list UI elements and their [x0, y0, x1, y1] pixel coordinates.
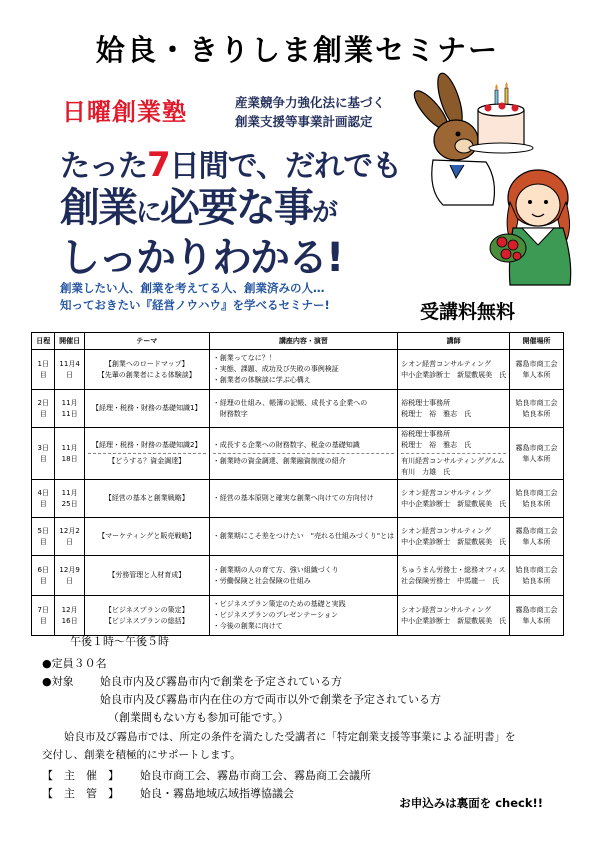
row-day: 5日目 — [32, 518, 55, 556]
fee-label: 受講料無料 — [420, 301, 516, 323]
row-lecturer: シオン経営コンサルティング 中小企業診断士 新屋敷展美 氏 — [398, 596, 510, 636]
row-theme: 【経営の基本と創業戦略】 — [84, 480, 209, 518]
host-text: 姶良市商工会、霧島市商工会、霧島商工会議所 — [140, 769, 371, 782]
table-row — [32, 518, 564, 556]
header-content: 講座内容・演習 — [209, 333, 397, 350]
row-venue: 霧島市商工会隼人本所 — [510, 596, 564, 636]
header-lecturer: 講師 — [398, 333, 510, 350]
headline-1: たった7日間で、だれでも — [60, 145, 402, 185]
law-line-2: 創業支援等事業計画認定 — [235, 114, 373, 129]
table-row — [32, 556, 564, 596]
table-row — [32, 390, 564, 428]
row-day: 1日目 — [32, 350, 55, 390]
row-date: 12月9日 — [55, 556, 84, 596]
row-theme: 【労務管理と人材育成】 — [84, 556, 209, 596]
law-line-1: 産業競争力強化法に基づく — [235, 95, 386, 110]
row-lecturer: 裕税理士事務所 税理士 裕 雅志 氏 — [398, 390, 510, 428]
table-row — [32, 596, 564, 636]
row-lecturer: シオン経営コンサルティング 中小企業診断士 新屋敷展美 氏 — [398, 518, 510, 556]
row-theme: 【マーケティングと販売戦略】 — [84, 518, 209, 556]
juku-title: 日曜創業塾 — [62, 98, 187, 126]
row-content: ・ビジネスプラン策定のための基礎と実践 ・ビジネスプランのプレゼンテーション ・今後の創業に向けて — [209, 596, 397, 636]
row-venue: 姶良市商工会姶良本所 — [510, 556, 564, 596]
target-line-3: （創業間もない方も参加可能です。） — [108, 711, 289, 724]
row-content: ・成長する企業への財務数字、税金の基礎知識 ・創業時の資金調達、創業融資制度の紹介 — [209, 428, 397, 480]
manage-label: 【 主 管 】 — [42, 787, 119, 800]
row-date: 11月25日 — [55, 480, 84, 518]
table-row — [32, 350, 564, 390]
schedule-table — [31, 332, 564, 636]
row-venue: 姶良市商工会姶良本所 — [510, 480, 564, 518]
row-day: 7日目 — [32, 596, 55, 636]
row-lecturer: シオン経営コンサルティング 中小企業診断士 新屋敷展美 氏 — [398, 480, 510, 518]
header-venue: 開催場所 — [510, 333, 564, 350]
row-date: 12月16日 — [55, 596, 84, 636]
row-content: ・創業期の人の育て方、強い組織づくり ・労働保険と社会保険の仕組み — [209, 556, 397, 596]
row-venue: 姶良市商工会姶良本所 — [510, 390, 564, 428]
row-day: 4日目 — [32, 480, 55, 518]
row-day: 2日目 — [32, 390, 55, 428]
row-date: 11月4日 — [55, 350, 84, 390]
header-day: 日程 — [32, 333, 55, 350]
capacity-text: ●定員３０名 — [42, 657, 107, 670]
row-content: ・経理の仕組み、帳簿の記帳、成長する企業への 財務数字 — [209, 390, 397, 428]
row-theme: 【経理・税務・財務の基礎知識1】 — [84, 390, 209, 428]
headline-3: しっかりわかる! — [60, 235, 343, 281]
header-date: 開催日 — [55, 333, 84, 350]
row-venue: 霧島市商工会隼人本所 — [510, 428, 564, 480]
support-line-2: 交付し、創業を積極的にサポートします。 — [42, 749, 241, 761]
row-theme: 【ビジネスプランの策定】 【ビジネスプランの総括】 — [84, 596, 209, 636]
row-theme: 【経理・税務・財務の基礎知識2】 【どうする？資金調達】 — [84, 428, 209, 480]
row-date: 11月18日 — [55, 428, 84, 480]
row-venue: 霧島市商工会隼人本所 — [510, 350, 564, 390]
target-line-1: 姶良市内及び霧島市内で創業を予定されている方 — [100, 675, 342, 688]
row-lecturer: ちゅうまん労務士・総務オフィス 社会保険労務士 中馬龍一 氏 — [398, 556, 510, 596]
row-content: ・創業ってなに？！ ・実態、課題、成功及び失敗の事例検証 ・創業者の体験談に学ぶ心構え — [209, 350, 397, 390]
row-theme: 【創業へのロードマップ】 【先輩の創業者による体験談】 — [84, 350, 209, 390]
support-line-1: 姶良市及び霧島市では、所定の条件を満たした受講者に「特定創業支援等事業による証明書」を — [64, 731, 516, 743]
row-content: ・経営の基本原則と確実な創業へ向けての方向付け — [209, 480, 397, 518]
girl-with-flowers-illustration — [490, 170, 571, 285]
apply-note: お申込みは裏面を check!! — [399, 796, 543, 810]
subline-2: 知っておきたい『経営ノウハウ』を学べるセミナー! — [60, 298, 330, 312]
row-lecturer: シオン経営コンサルティング 中小企業診断士 新屋敷展美 氏 — [398, 350, 510, 390]
illustration — [398, 70, 578, 290]
table-header-row — [32, 333, 564, 350]
target-label: ●対象 — [42, 675, 74, 688]
row-day: 6日目 — [32, 556, 55, 596]
target-line-2: 姶良市内及び霧島市内在住の方で両市以外で創業を予定されている方 — [100, 693, 441, 706]
manage-text: 姶良・霧島地域広域指導協議会 — [140, 787, 294, 800]
row-day: 3日目 — [32, 428, 55, 480]
row-venue: 霧島市商工会隼人本所 — [510, 518, 564, 556]
header-theme: テーマ — [84, 333, 209, 350]
subline-1: 創業したい人、創業を考えてる人、創業済みの人… — [60, 281, 325, 295]
row-date: 12月2日 — [55, 518, 84, 556]
table-row — [32, 428, 564, 480]
time-text: 午後１時～午後５時 — [70, 635, 169, 648]
table-row — [32, 480, 564, 518]
row-date: 11月11日 — [55, 390, 84, 428]
row-content: ・創業期にこそ差をつけたい "売れる仕組みづくり"とは — [209, 518, 397, 556]
headline-2: 創業に必要な事が — [60, 185, 337, 231]
page-title: 姶良・きりしま創業セミナー — [95, 33, 499, 67]
host-label: 【 主 催 】 — [42, 769, 119, 782]
row-lecturer: 裕税理士事務所 税理士 裕 雅志 氏 有川経営コンサルティンググルム 有川 力雄 氏 — [398, 428, 510, 480]
